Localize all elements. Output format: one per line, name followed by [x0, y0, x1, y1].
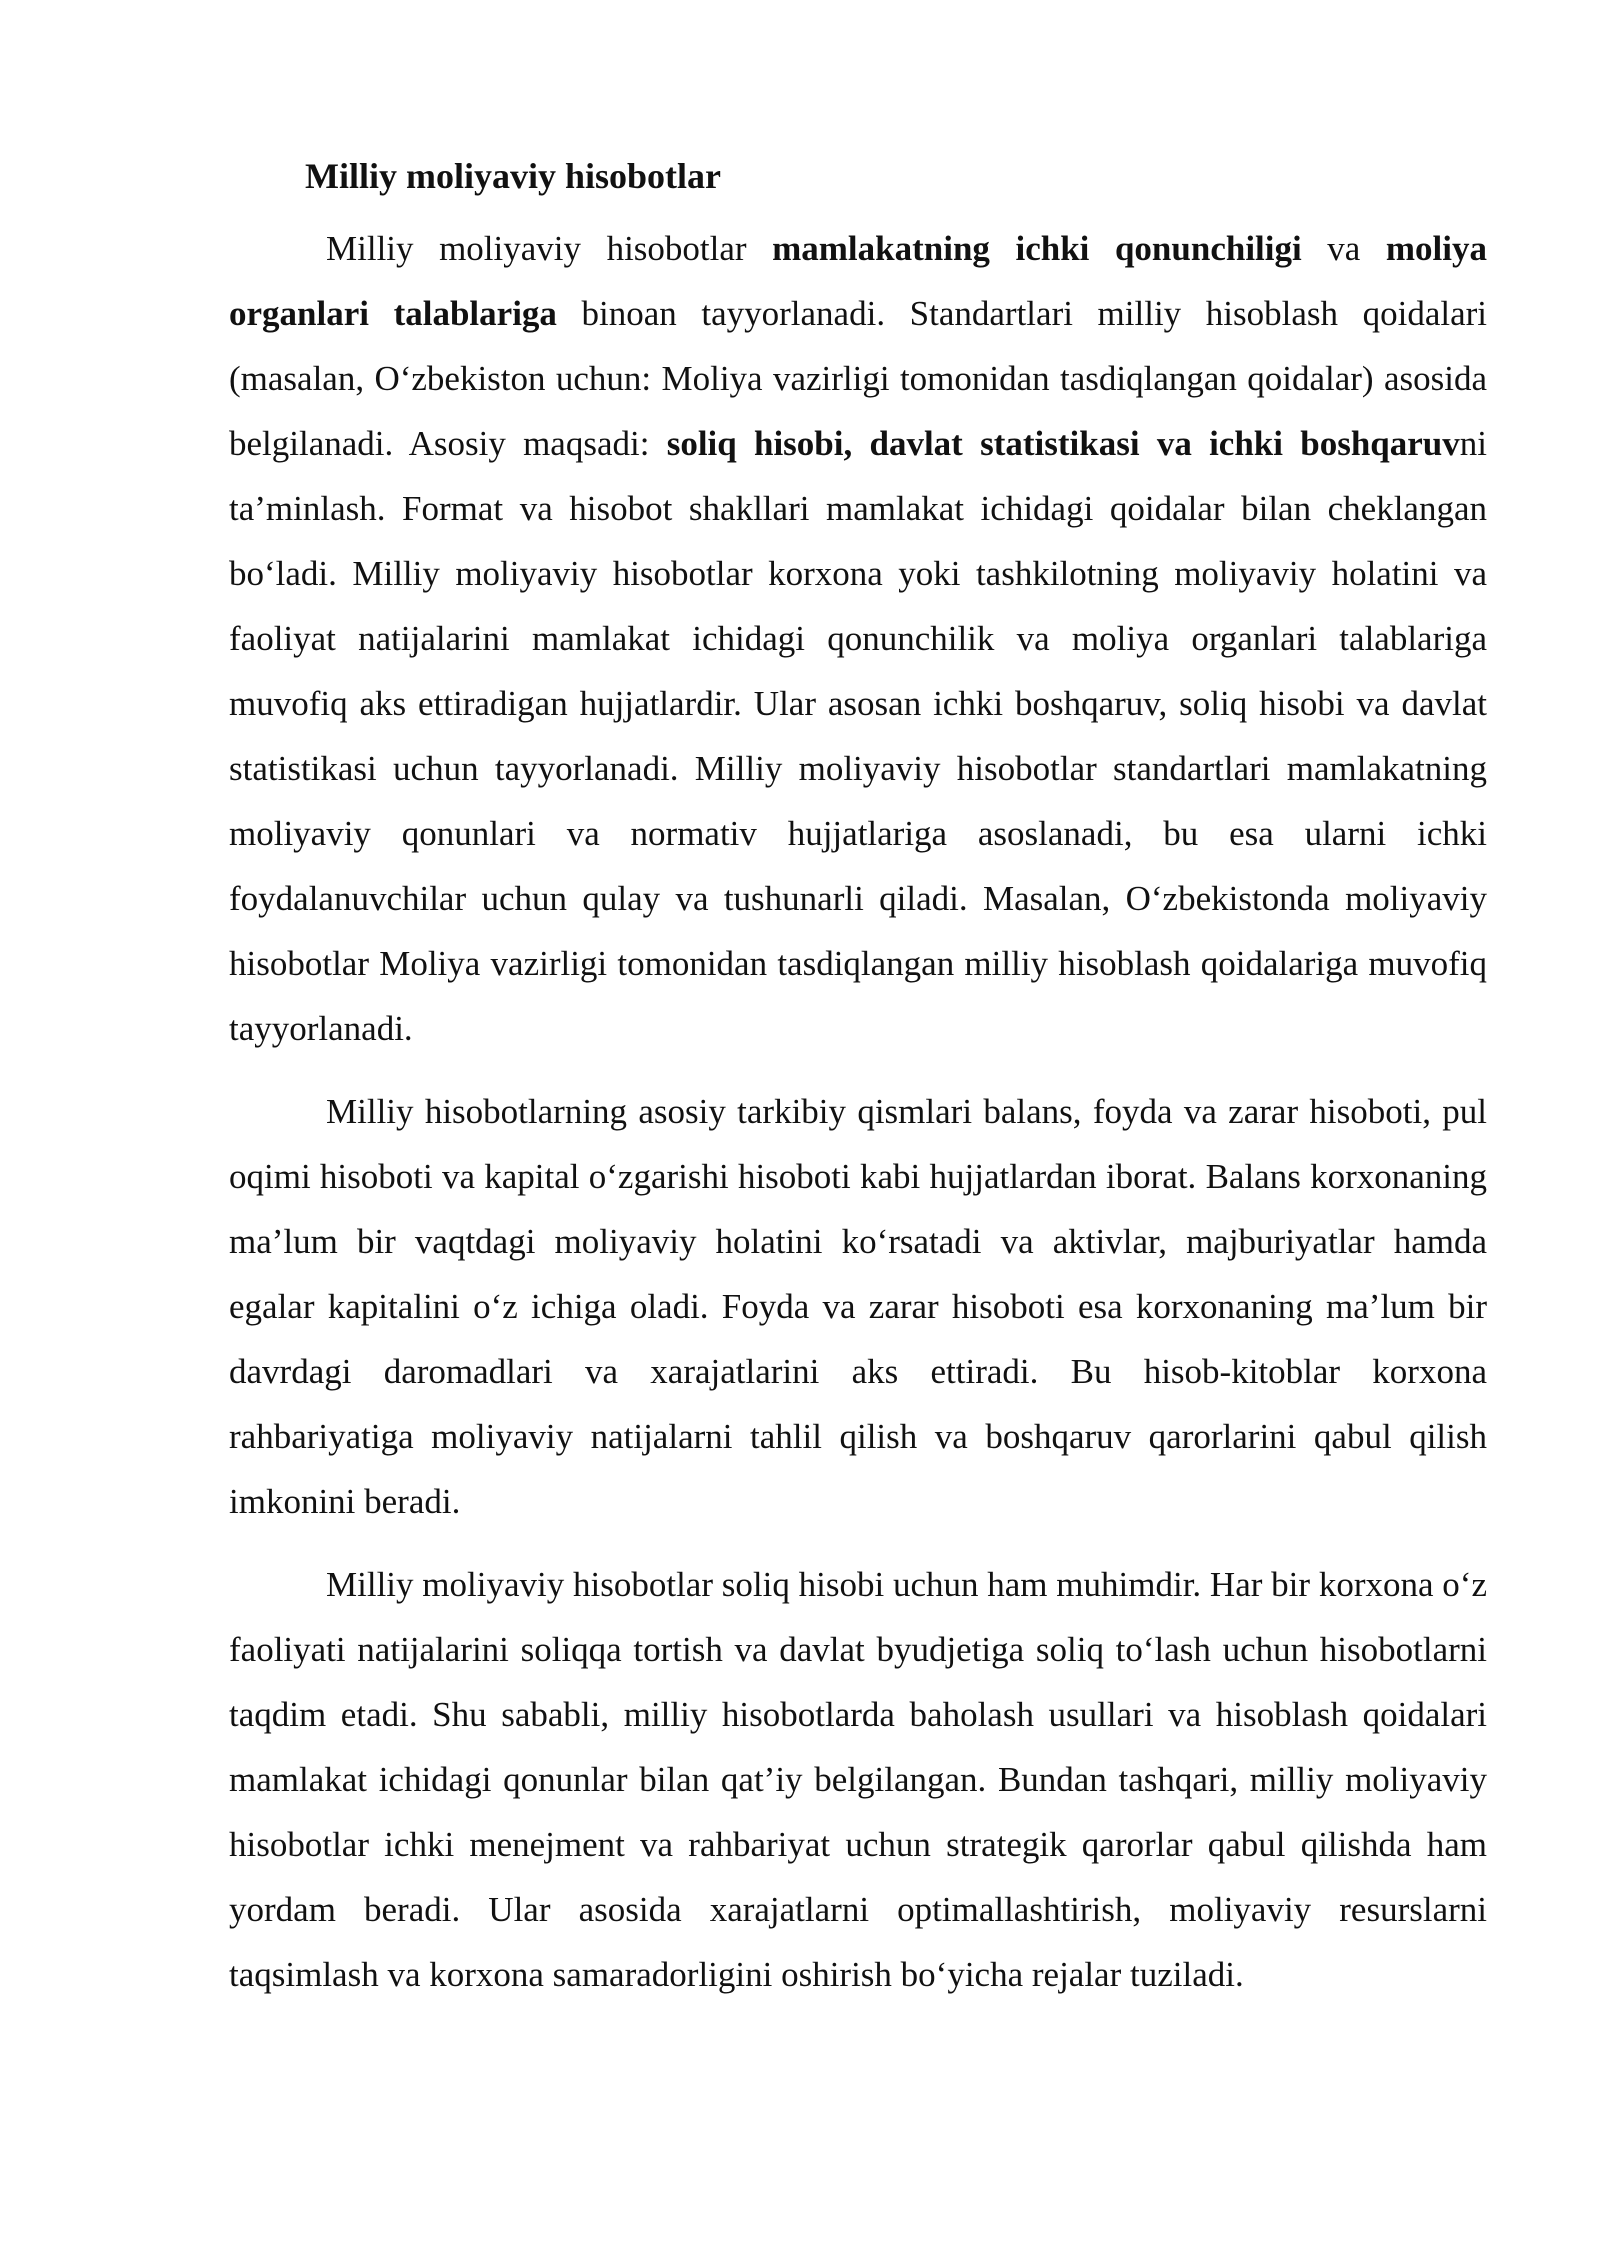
- paragraph-2-text: Milliy hisobotlarning asosiy tarkibiy qismlari balans, foyda va zarar hisoboti, pul oqimi hisoboti va kapital o‘zgarishi hisoboti kabi hujjatlardan iborat. Balans korxonaning ma’lum bir vaqtdagi moliyaviy holatini ko‘rsatadi va aktivlar, majburiyatlar hamda egalar kapitalini o‘z ichiga oladi. Foyda va zarar hisoboti esa korxonaning ma’lum bir davrdagi daromadlari va xarajatlarini aks ettiradi. Bu hisob-kitoblar korxona rahbariyatiga moliyaviy natijalarni tahlil qilish va boshqaruv qarorlarini qabul qilish imkonini beradi.: [229, 1092, 1487, 1521]
- paragraph-1-text: binoan tayyorlanadi. Standartlari milliy hisoblash qoidalari (masalan, O‘zbekiston uchun: Moliya vazirligi tomonidan tasdiqlangan qoidalar) asosida belgilanadi. Asosiy maqsadi:: [229, 294, 1487, 463]
- paragraph-2: [229, 1079, 1487, 1534]
- document-title: Milliy moliyaviy hisobotlar: [305, 156, 722, 196]
- paragraph-1-bold-text: soliq hisobi, davlat statistikasi va ichki boshqaruv: [666, 424, 1460, 463]
- paragraph-1-text: Milliy moliyaviy hisobotlar: [326, 229, 773, 268]
- paragraph-1-bold-text: moliya organlari talablariga: [229, 229, 1487, 333]
- document-page: [229, 150, 1487, 2025]
- paragraph-3-text: Milliy moliyaviy hisobotlar soliq hisobi uchun ham muhimdir. Har bir korxona o‘z faoliyati natijalarini soliqqa tortish va davlat byudjetiga soliq to‘lash uchun hisobotlarni taqdim etadi. Shu sababli, milliy hisobotlarda baholash usullari va hisoblash qoidalari mamlakat ichidagi qonunlar bilan qat’iy belgilangan. Bundan tashqari, milliy moliyaviy hisobotlar ichki menejment va rahbariyat uchun strategik qarorlar qabul qilishda ham yordam beradi. Ular asosida xarajatlarni optimallashtirish, moliyaviy resurslarni taqsimlash va korxona samaradorligini oshirish bo‘yicha rejalar tuziladi.: [229, 1565, 1487, 1994]
- paragraph-1-text: va: [1301, 229, 1386, 268]
- paragraph-1: [229, 216, 1487, 1061]
- paragraph-1-bold-text: mamlakatning ichki qonunchiligi: [772, 229, 1302, 268]
- paragraph-1-text: ni ta’minlash. Format va hisobot shakllari mamlakat ichidagi qoidalar bilan cheklangan bo‘ladi. Milliy moliyaviy hisobotlar korxona yoki tashkilotning moliyaviy holatini va faoliyat natijalarini mamlakat ichidagi qonunchilik va moliya organlari talablariga muvofiq aks ettiradigan hujjatlardir. Ular asosan ichki boshqaruv, soliq hisobi va davlat statistikasi uchun tayyorlanadi. Milliy moliyaviy hisobotlar standartlari mamlakatning moliyaviy qonunlari va normativ hujjatlariga asoslanadi, bu esa ularni ichki foydalanuvchilar uchun qulay va tushunarli qiladi. Masalan, O‘zbekistonda moliyaviy hisobotlar Moliya vazirligi tomonidan tasdiqlangan milliy hisoblash qoidalariga muvofiq tayyorlanadi.: [229, 424, 1487, 1048]
- paragraph-3: [229, 1552, 1487, 2007]
